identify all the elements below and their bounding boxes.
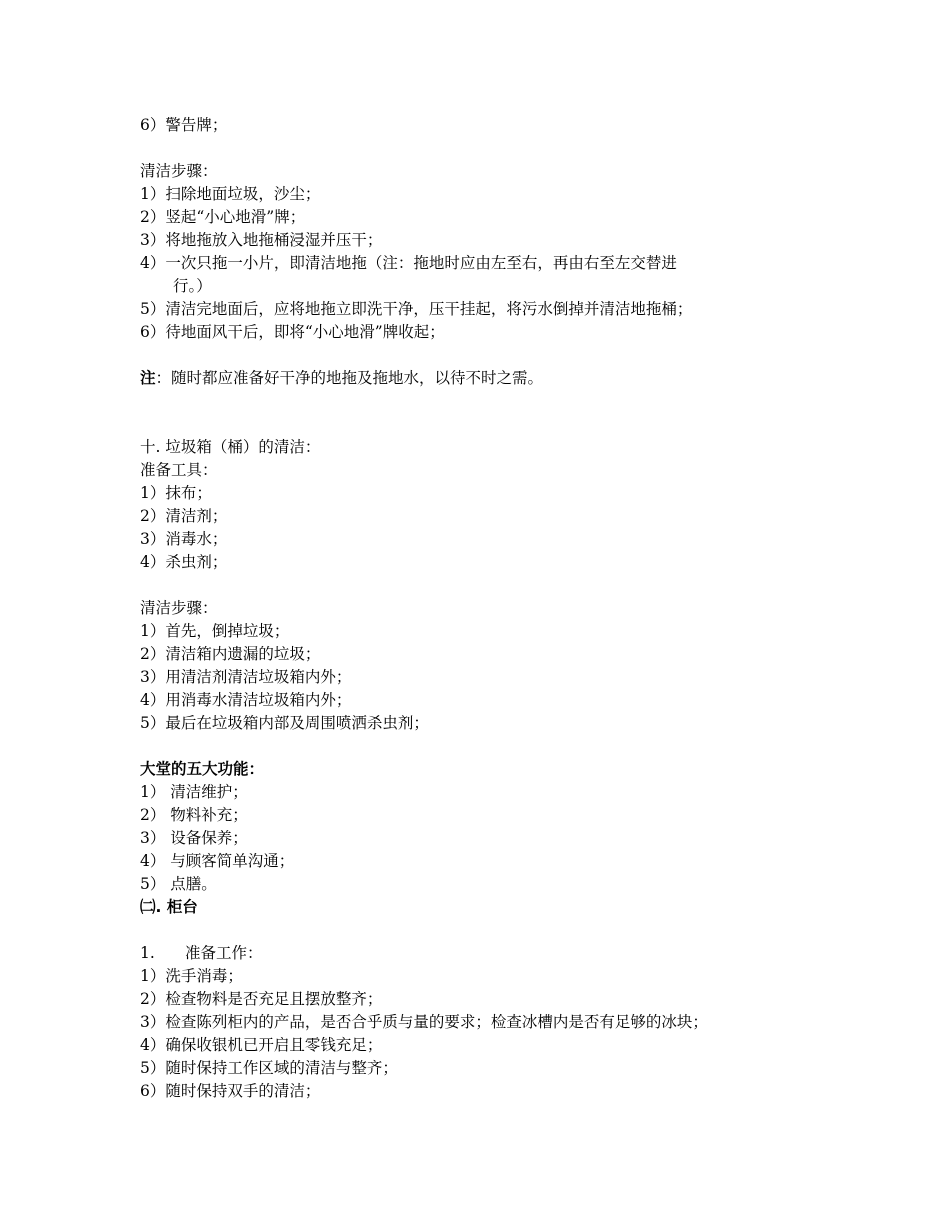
counter-prep-item-6: 6）随时保持双手的清洁； — [140, 1082, 321, 1100]
lobby-function-1: 1） 清洁维护； — [140, 783, 248, 801]
counter-prep-item-1: 1）洗手消毒； — [140, 967, 243, 985]
note-text: ：随时都应准备好干净的地拖及拖地水，以待不时之需。 — [155, 369, 544, 387]
trash-step-3: 3）用清洁剂清洁垃圾箱内外； — [140, 668, 352, 686]
trash-tool-4: 4）杀虫剂； — [140, 553, 228, 571]
spacer — [140, 344, 830, 367]
lobby-function-5: 5） 点膳。 — [140, 875, 217, 893]
trash-tool-1: 1）抹布； — [140, 484, 212, 502]
lobby-function-2: 2） 物料补充； — [140, 806, 248, 824]
lobby-function-4: 4） 与顾客简单沟通； — [140, 852, 295, 870]
counter-section-title: ㈡. 柜台 — [140, 898, 198, 916]
mop-step-1: 1）扫除地面垃圾，沙尘； — [140, 185, 321, 203]
trash-tool-3: 3）消毒水； — [140, 530, 228, 548]
mop-step-4-continued: 行。） — [173, 277, 212, 295]
mop-tool-item-6: 6）警告牌； — [140, 116, 228, 134]
mop-step-6: 6）待地面风干后，即将“小心地滑”牌收起； — [140, 323, 445, 341]
trash-tools-heading: 准备工具： — [140, 461, 218, 479]
document-page — [140, 114, 830, 1103]
trash-step-4: 4）用消毒水清洁垃圾箱内外； — [140, 691, 352, 709]
mop-steps-heading: 清洁步骤： — [140, 162, 218, 180]
counter-prep-item-3: 3）检查陈列柜内的产品，是否合乎质与量的要求；检查冰槽内是否有足够的冰块； — [140, 1013, 708, 1031]
spacer — [140, 390, 830, 436]
mop-step-3: 3）将地拖放入地拖桶浸湿并压干； — [140, 231, 383, 249]
mop-step-5: 5）清洁完地面后，应将地拖立即洗干净，压干挂起，将污水倒掉并清洁地拖桶； — [140, 300, 693, 318]
spacer — [140, 919, 830, 942]
mop-step-2: 2）竖起“小心地滑”牌； — [140, 208, 306, 226]
lobby-section-title: 大堂的五大功能： — [140, 760, 265, 778]
trash-tool-2: 2）清洁剂； — [140, 507, 228, 525]
counter-prep-number: 1. — [140, 944, 155, 962]
counter-prep-item-5: 5）随时保持工作区域的清洁与整齐； — [140, 1059, 398, 1077]
trash-step-5: 5）最后在垃圾箱内部及周围喷洒杀虫剂； — [140, 714, 429, 732]
note-label: 注 — [140, 369, 156, 387]
counter-prep-label: 准备工作： — [185, 944, 263, 962]
note-paragraph — [140, 367, 830, 390]
trash-step-2: 2）清洁箱内遗漏的垃圾； — [140, 645, 321, 663]
counter-prep-item-2: 2）检查物料是否充足且摆放整齐； — [140, 990, 383, 1008]
spacer — [140, 735, 830, 758]
trash-section-title: 十. 垃圾箱（桶）的清洁： — [140, 438, 321, 456]
counter-prep-heading — [140, 942, 830, 965]
trash-step-1: 1）首先，倒掉垃圾； — [140, 622, 290, 640]
mop-step-4: 4）一次只拖一小片，即清洁地拖（注：拖地时应由左至右，再由右至左交替进 — [140, 254, 677, 272]
counter-prep-item-4: 4）确保收银机已开启且零钱充足； — [140, 1036, 383, 1054]
spacer — [140, 574, 830, 597]
spacer — [140, 137, 830, 160]
lobby-function-3: 3） 设备保养； — [140, 829, 248, 847]
trash-steps-heading: 清洁步骤： — [140, 599, 218, 617]
